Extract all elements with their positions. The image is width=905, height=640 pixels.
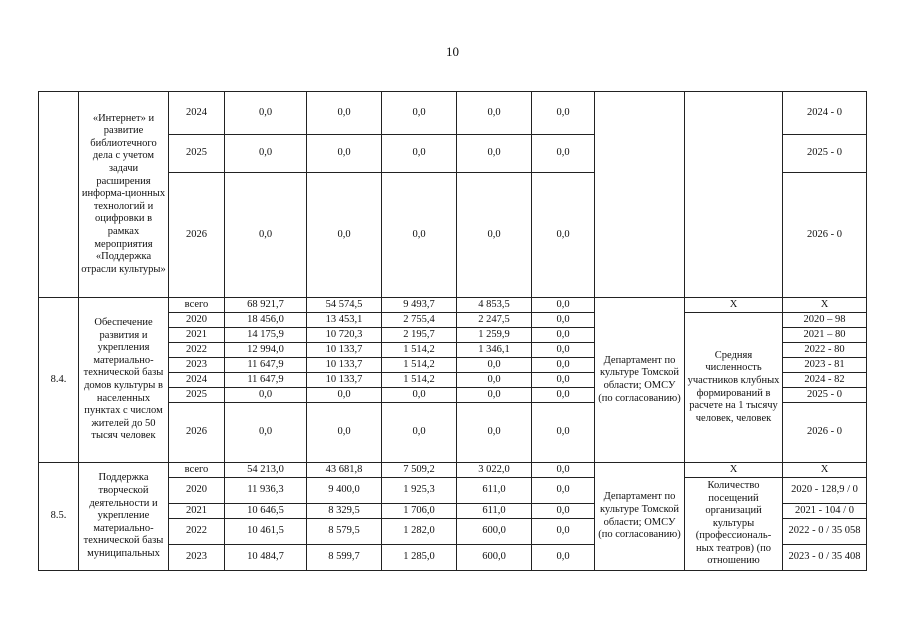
local-value-cell: 0,0 [457,92,532,135]
target-cell: 2020 – 98 [783,313,867,328]
regional-value-cell: 1 514,2 [382,358,457,373]
regional-value-cell: 1 514,2 [382,373,457,388]
indicator-total-cell: Х [685,463,783,478]
target-cell: Х [783,463,867,478]
total-value-cell: 0,0 [225,135,307,173]
table-row [39,92,867,135]
total-value-cell: 18 456,0 [225,313,307,328]
target-cell: 2024 - 0 [783,92,867,135]
year-cell: всего [169,463,225,478]
total-value-cell: 11 647,9 [225,358,307,373]
local-value-cell: 600,0 [457,519,532,545]
measure-name-cell: «Интернет» и развитие библиотечного дела с учетом задачи расширения информа-ционных технологий и оцифровки в рамках мероприятия «Поддержка отрасли культуры» [79,92,169,298]
target-cell: 2022 - 80 [783,343,867,358]
year-cell: 2025 [169,388,225,403]
total-value-cell: 0,0 [225,92,307,135]
row-number-cell [39,92,79,298]
regional-value-cell: 2 755,4 [382,313,457,328]
year-cell: всего [169,298,225,313]
total-value-cell: 10 461,5 [225,519,307,545]
row-number-cell: 8.4. [39,298,79,463]
other-value-cell: 0,0 [532,135,595,173]
indicator-cell [685,92,783,298]
other-value-cell: 0,0 [532,173,595,298]
indicator-cell: Количество посещений организаций культуры (профессиональ-ных театров) (по отношению [685,478,783,571]
other-value-cell: 0,0 [532,298,595,313]
year-cell: 2025 [169,135,225,173]
year-cell: 2026 [169,403,225,463]
year-cell: 2023 [169,545,225,571]
other-value-cell: 0,0 [532,328,595,343]
indicator-cell: Средняя численность участников клубных формирований в расчете на 1 тысячу человек, человек [685,313,783,463]
table-row [39,298,867,313]
local-value-cell: 611,0 [457,504,532,519]
other-value-cell: 0,0 [532,403,595,463]
local-value-cell: 1 346,1 [457,343,532,358]
federal-value-cell: 54 574,5 [307,298,382,313]
total-value-cell: 10 484,7 [225,545,307,571]
local-value-cell: 2 247,5 [457,313,532,328]
regional-value-cell: 0,0 [382,92,457,135]
target-cell: 2023 - 81 [783,358,867,373]
executor-cell: Департамент по культуре Томской области; ОМСУ (по согласованию) [595,463,685,571]
program-table [38,91,867,571]
target-cell: 2025 - 0 [783,135,867,173]
other-value-cell: 0,0 [532,545,595,571]
total-value-cell: 10 646,5 [225,504,307,519]
target-cell: 2026 - 0 [783,403,867,463]
regional-value-cell: 1 706,0 [382,504,457,519]
total-value-cell: 14 175,9 [225,328,307,343]
other-value-cell: 0,0 [532,388,595,403]
federal-value-cell: 13 453,1 [307,313,382,328]
year-cell: 2020 [169,313,225,328]
target-cell: Х [783,298,867,313]
indicator-total-cell: Х [685,298,783,313]
target-cell: 2021 - 104 / 0 [783,504,867,519]
total-value-cell: 11 647,9 [225,373,307,388]
federal-value-cell: 0,0 [307,92,382,135]
federal-value-cell: 0,0 [307,403,382,463]
regional-value-cell: 1 285,0 [382,545,457,571]
total-value-cell: 54 213,0 [225,463,307,478]
total-value-cell: 11 936,3 [225,478,307,504]
year-cell: 2022 [169,519,225,545]
regional-value-cell: 1 514,2 [382,343,457,358]
federal-value-cell: 8 579,5 [307,519,382,545]
executor-cell: Департамент по культуре Томской области; ОМСУ (по согласованию) [595,298,685,463]
local-value-cell: 3 022,0 [457,463,532,478]
federal-value-cell: 10 133,7 [307,343,382,358]
total-value-cell: 0,0 [225,388,307,403]
regional-value-cell: 0,0 [382,173,457,298]
target-cell: 2021 – 80 [783,328,867,343]
year-cell: 2024 [169,373,225,388]
federal-value-cell: 8 329,5 [307,504,382,519]
executor-cell [595,92,685,298]
total-value-cell: 0,0 [225,403,307,463]
local-value-cell: 1 259,9 [457,328,532,343]
local-value-cell: 0,0 [457,358,532,373]
other-value-cell: 0,0 [532,343,595,358]
year-cell: 2020 [169,478,225,504]
target-cell: 2023 - 0 / 35 408 [783,545,867,571]
target-cell: 2020 - 128,9 / 0 [783,478,867,504]
federal-value-cell: 0,0 [307,135,382,173]
other-value-cell: 0,0 [532,519,595,545]
year-cell: 2021 [169,328,225,343]
federal-value-cell: 43 681,8 [307,463,382,478]
other-value-cell: 0,0 [532,504,595,519]
other-value-cell: 0,0 [532,373,595,388]
target-cell: 2022 - 0 / 35 058 [783,519,867,545]
row-number-cell: 8.5. [39,463,79,571]
federal-value-cell: 9 400,0 [307,478,382,504]
measure-name-cell: Поддержка творческой деятельности и укрепление материально-технической базы муниципальных [79,463,169,571]
local-value-cell: 0,0 [457,135,532,173]
other-value-cell: 0,0 [532,463,595,478]
total-value-cell: 12 994,0 [225,343,307,358]
measure-name-cell: Обеспечение развития и укрепления материально-технической базы домов культуры в населенных пунктах с числом жителей до 50 тысяч человек [79,298,169,463]
regional-value-cell: 0,0 [382,403,457,463]
year-cell: 2021 [169,504,225,519]
regional-value-cell: 9 493,7 [382,298,457,313]
other-value-cell: 0,0 [532,92,595,135]
other-value-cell: 0,0 [532,358,595,373]
target-cell: 2024 - 82 [783,373,867,388]
table-row [39,463,867,478]
total-value-cell: 68 921,7 [225,298,307,313]
local-value-cell: 0,0 [457,403,532,463]
total-value-cell: 0,0 [225,173,307,298]
federal-value-cell: 10 133,7 [307,373,382,388]
year-cell: 2023 [169,358,225,373]
regional-value-cell: 2 195,7 [382,328,457,343]
target-cell: 2026 - 0 [783,173,867,298]
local-value-cell: 0,0 [457,173,532,298]
local-value-cell: 0,0 [457,388,532,403]
regional-value-cell: 7 509,2 [382,463,457,478]
other-value-cell: 0,0 [532,313,595,328]
regional-value-cell: 0,0 [382,388,457,403]
federal-value-cell: 8 599,7 [307,545,382,571]
local-value-cell: 0,0 [457,373,532,388]
local-value-cell: 611,0 [457,478,532,504]
federal-value-cell: 0,0 [307,388,382,403]
year-cell: 2026 [169,173,225,298]
year-cell: 2024 [169,92,225,135]
local-value-cell: 4 853,5 [457,298,532,313]
other-value-cell: 0,0 [532,478,595,504]
year-cell: 2022 [169,343,225,358]
regional-value-cell: 1 282,0 [382,519,457,545]
federal-value-cell: 10 133,7 [307,358,382,373]
regional-value-cell: 1 925,3 [382,478,457,504]
local-value-cell: 600,0 [457,545,532,571]
page-number: 10 [446,44,459,59]
federal-value-cell: 0,0 [307,173,382,298]
federal-value-cell: 10 720,3 [307,328,382,343]
target-cell: 2025 - 0 [783,388,867,403]
regional-value-cell: 0,0 [382,135,457,173]
